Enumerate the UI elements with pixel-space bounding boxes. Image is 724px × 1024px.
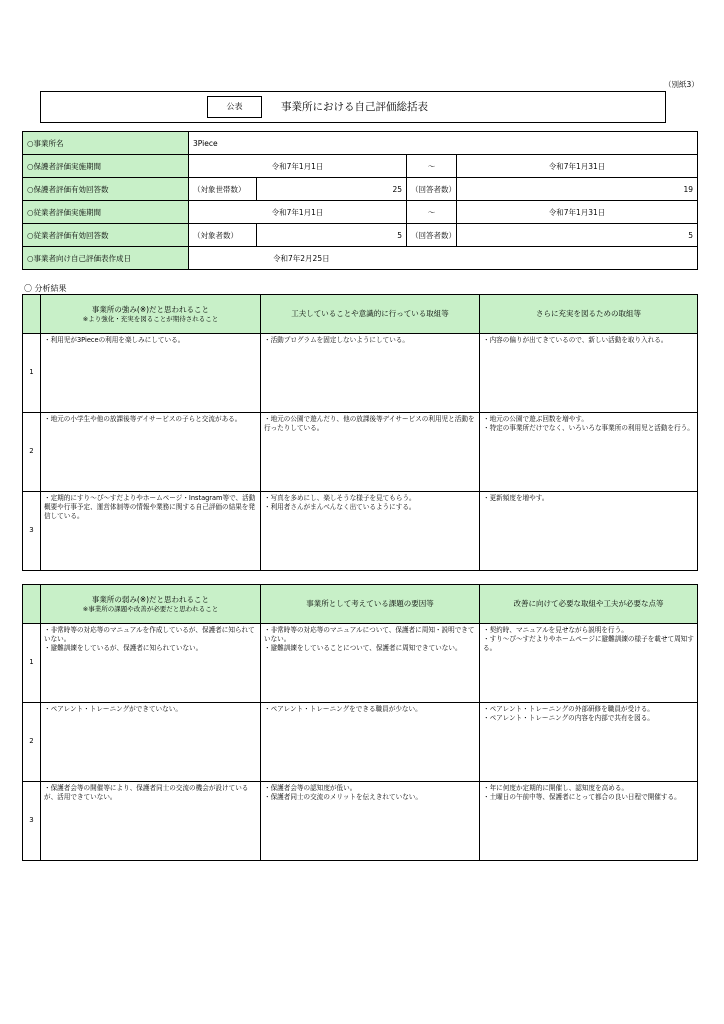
info-row-guardian-period <box>23 155 698 178</box>
cell-line: ・ペアレント・トレーニングの外部研修を職員が受ける。 <box>483 705 654 713</box>
cell-line: ・非常時等の対応等のマニュアルについて、保護者に周知・説明できていない。 <box>264 626 475 643</box>
analysis-section-label: 〇 分析結果 <box>24 284 67 293</box>
weaknesses-cell-c3 <box>480 703 698 782</box>
guardian-period-start: 令和7年1月1日 <box>189 155 407 178</box>
strengths-cell-c2 <box>261 492 480 571</box>
weaknesses-col3-header: 改善に向けて必要な取組や工夫が必要な点等 <box>480 585 698 624</box>
cell-line: ・年に何度か定期的に開催し、認知度を高める。 <box>483 784 629 792</box>
weaknesses-cell-c2 <box>261 703 480 782</box>
weaknesses-row <box>23 703 698 782</box>
cell-line: ・非常時等の対応等のマニュアルを作成しているが、保護者に知られていない。 <box>44 626 255 643</box>
strengths-corner <box>23 295 41 334</box>
cell-line: ・ペアレント・トレーニングができていない。 <box>44 705 182 713</box>
strengths-table <box>22 294 698 571</box>
cell-line: ・すり～ぴ～すだよりやホームページに避難訓練の様子を載せて周知する。 <box>483 634 694 652</box>
guardian-answer-value: 19 <box>457 178 698 201</box>
strengths-cell-c1 <box>41 334 261 413</box>
cell-line: ・更新頻度を増やす。 <box>483 494 549 502</box>
annex-label: （別紙3） <box>664 80 699 89</box>
cell-line: ・定期的にすり～ぴ～すだよりやホームページ・Instagram等で、活動概要や行事予定、運営体制等の情報や業務に関する自己評価の結果を発信している。 <box>44 494 256 520</box>
cell-line: ・写真を多めにし、楽しそうな様子を見てもらう。 <box>264 494 416 502</box>
public-badge: 公表 <box>207 96 262 118</box>
info-row-staff-count <box>23 224 698 247</box>
guardian-period-sep: ～ <box>407 155 457 178</box>
strengths-col3-header: さらに充実を図るための取組等 <box>480 295 698 334</box>
guardian-period-label: ○保護者評価実施期間 <box>23 155 189 178</box>
cell-line: ・地元の公園で遊んだり、他の放課後等デイサービスの利用児と活動を行ったりしている。 <box>264 415 475 432</box>
strengths-cell-c1 <box>41 413 261 492</box>
cell-line: ・特定の事業所だけでなく、いろいろな事業所の利用児と活動を行う。 <box>483 423 694 432</box>
strengths-col1-sub: ※より強化・充実を図ることが期待されること <box>82 314 219 323</box>
cell-line: ・保護者同士の交流のメリットを伝えきれていない。 <box>264 792 422 801</box>
cell-line: ・保護者会等の認知度が低い。 <box>264 784 357 792</box>
weaknesses-col1-main: 事業所の弱み(※)だと思われること <box>91 594 210 604</box>
cell-line: ・利用児が3Pieceの利用を楽しみにしている。 <box>44 336 185 344</box>
office-value: 3Piece <box>189 132 698 155</box>
cell-line: ・保護者会等の開催等により、保護者同士の交流の機会が設けているが、活用できていない。 <box>44 784 249 801</box>
document-title: 事業所における自己評価総括表 <box>281 101 428 113</box>
info-row-created <box>23 247 698 270</box>
weaknesses-cell-c1 <box>41 782 261 861</box>
strengths-col1-header <box>41 295 261 334</box>
staff-target-value: 5 <box>257 224 407 247</box>
row-number: 3 <box>23 782 41 861</box>
weaknesses-header-row <box>23 585 698 624</box>
strengths-row <box>23 413 698 492</box>
strengths-header-row <box>23 295 698 334</box>
guardian-answer-label: （回答者数） <box>407 178 457 201</box>
row-number: 1 <box>23 334 41 413</box>
guardian-target-label: （対象世帯数） <box>189 178 257 201</box>
strengths-row <box>23 334 698 413</box>
weaknesses-cell-c3 <box>480 624 698 703</box>
strengths-cell-c3 <box>480 492 698 571</box>
weaknesses-col1-sub: ※事業所の課題や改善が必要だと思われること <box>82 604 219 613</box>
weaknesses-cell-c1 <box>41 703 261 782</box>
strengths-cell-c3 <box>480 334 698 413</box>
cell-line: ・地元の小学生や他の放課後等デイサービスの子らと交流がある。 <box>44 415 242 423</box>
cell-line: ・利用者さんがまんべんなく出ているようにする。 <box>264 502 416 511</box>
strengths-col2-header: 工夫していることや意識的に行っている取組等 <box>261 295 480 334</box>
weaknesses-cell-c1 <box>41 624 261 703</box>
strengths-cell-c1 <box>41 492 261 571</box>
staff-answer-value: 5 <box>457 224 698 247</box>
strengths-col1-main: 事業所の強み(※)だと思われること <box>91 304 210 314</box>
cell-line: ・契約時、マニュアルを見せながら説明を行う。 <box>483 626 628 634</box>
office-label: ○事業所名 <box>23 132 189 155</box>
staff-target-label: （対象者数） <box>189 224 257 247</box>
cell-line: ・避難訓練をしていることについて、保護者に周知できていない。 <box>264 643 462 652</box>
cell-line: ・地元の公園で遊ぶ回数を増やす。 <box>483 415 588 423</box>
strengths-cell-c3 <box>480 413 698 492</box>
staff-period-start: 令和7年1月1日 <box>189 201 407 224</box>
weaknesses-cell-c3 <box>480 782 698 861</box>
cell-line: ・活動プログラムを固定しないようにしている。 <box>264 336 409 344</box>
weaknesses-table <box>22 584 698 861</box>
strengths-cell-c2 <box>261 413 480 492</box>
info-table <box>22 131 698 270</box>
row-number: 1 <box>23 624 41 703</box>
staff-count-label: ○従業者評価有効回答数 <box>23 224 189 247</box>
cell-line: ・内容の偏りが出てきているので、新しい活動を取り入れる。 <box>483 336 668 344</box>
staff-answer-label: （回答者数） <box>407 224 457 247</box>
row-number: 2 <box>23 703 41 782</box>
cell-line: ・ペアレント・トレーニングをできる職員が少ない。 <box>264 705 422 713</box>
guardian-period-end: 令和7年1月31日 <box>457 155 698 178</box>
staff-period-label: ○従業者評価実施期間 <box>23 201 189 224</box>
row-number: 2 <box>23 413 41 492</box>
weaknesses-cell-c2 <box>261 782 480 861</box>
strengths-cell-c2 <box>261 334 480 413</box>
weaknesses-row <box>23 782 698 861</box>
info-row-office <box>23 132 698 155</box>
weaknesses-col1-header <box>41 585 261 624</box>
cell-line: ・ペアレント・トレーニングの内容を内部で共有を図る。 <box>483 713 654 722</box>
cell-line: ・避難訓練をしているが、保護者に知られていない。 <box>44 643 203 652</box>
weaknesses-corner <box>23 585 41 624</box>
cell-line: ・土曜日の午前中等、保護者にとって都合の良い日程で開催する。 <box>483 792 681 801</box>
created-label: ○事業者向け自己評価表作成日 <box>23 247 189 270</box>
title-box <box>40 91 666 123</box>
info-row-staff-period <box>23 201 698 224</box>
weaknesses-row <box>23 624 698 703</box>
weaknesses-col2-header: 事業所として考えている課題の要因等 <box>261 585 480 624</box>
guardian-target-value: 25 <box>257 178 407 201</box>
strengths-row <box>23 492 698 571</box>
row-number: 3 <box>23 492 41 571</box>
created-value: 令和7年2月25日 <box>189 247 698 270</box>
weaknesses-cell-c2 <box>261 624 480 703</box>
info-row-guardian-count <box>23 178 698 201</box>
guardian-count-label: ○保護者評価有効回答数 <box>23 178 189 201</box>
staff-period-end: 令和7年1月31日 <box>457 201 698 224</box>
staff-period-sep: ～ <box>407 201 457 224</box>
